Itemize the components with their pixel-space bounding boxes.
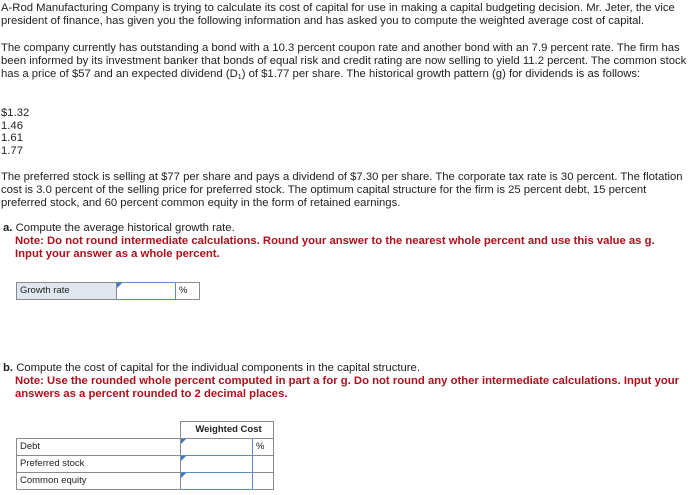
weighted-cost-table [16, 421, 274, 490]
unit-cell [253, 473, 274, 490]
table-header-row [17, 422, 274, 439]
common-equity-cost-input[interactable] [181, 473, 253, 490]
dividend-item: 1.77 [1, 144, 23, 157]
growth-rate-input[interactable] [117, 283, 176, 300]
part-b-question: b. Compute the cost of capital for the individual components in the capital structure. [3, 362, 420, 374]
preferred-stock-label: Preferred stock [17, 456, 181, 473]
common-equity-label: Common equity [17, 473, 181, 490]
part-a-question: a. Compute the average historical growth rate. [3, 222, 235, 234]
part-b-note: Note: Use the rounded whole percent computed in part a for g. Do not round any other intermediate calculations. Input your answers as a percent rounded to 2 decimal places. [15, 375, 680, 401]
percent-unit: % [176, 283, 200, 300]
growth-rate-label: Growth rate [17, 283, 117, 300]
weighted-cost-header: Weighted Cost [181, 422, 274, 439]
unit-cell [253, 456, 274, 473]
info-paragraph: The company currently has outstanding a bond with a 10.3 percent coupon rate and another bond with an 7.9 percent rate. The firm has been informed by its investment banker that bonds of equal risk and credit rating are now selling to yield 11.2 percent. The common stock has a price of $57 and an expected dividend $(D_1)$ of $1.77 per share. The historical growth pattern (g) for dividends is as follows: [1, 42, 687, 82]
dividend-item: 1.61 [1, 132, 23, 144]
debt-label: Debt [17, 439, 181, 456]
table-row [17, 283, 200, 300]
growth-rate-table [16, 282, 200, 300]
preferred-stock-cost-input[interactable] [181, 456, 253, 473]
percent-unit: % [253, 439, 274, 456]
preferred-paragraph: The preferred stock is selling at $77 per share and pays a dividend of $7.30 per share. The corporate tax rate is 30 percent. The flotation cost is 3.0 percent of the selling price for preferred stock. The optimum capital structure for the firm is 25 percent debt, 15 percent preferred stock, and 60 percent common equity in the form of retained earnings. [1, 171, 683, 210]
debt-cost-input[interactable] [181, 439, 253, 456]
dividend-item: $1.32 [1, 107, 30, 119]
part-a [3, 222, 683, 262]
part-a-note: Note: Do not round intermediate calculations. Round your answer to the nearest whole percent and use this value as g. Input your answer as a whole percent. [15, 235, 655, 261]
table-row [17, 439, 274, 456]
dividend-item: 1.46 [1, 119, 23, 132]
table-row [17, 456, 274, 473]
table-row [17, 473, 274, 490]
part-b [3, 362, 683, 402]
intro-paragraph: A-Rod Manufacturing Company is trying to calculate its cost of capital for use in making a capital budgeting decision. Mr. Jeter, the vice president of finance, has given you the following information and has asked you to compute the weighted average cost of capital. [1, 2, 675, 28]
dividend-list [1, 107, 29, 157]
